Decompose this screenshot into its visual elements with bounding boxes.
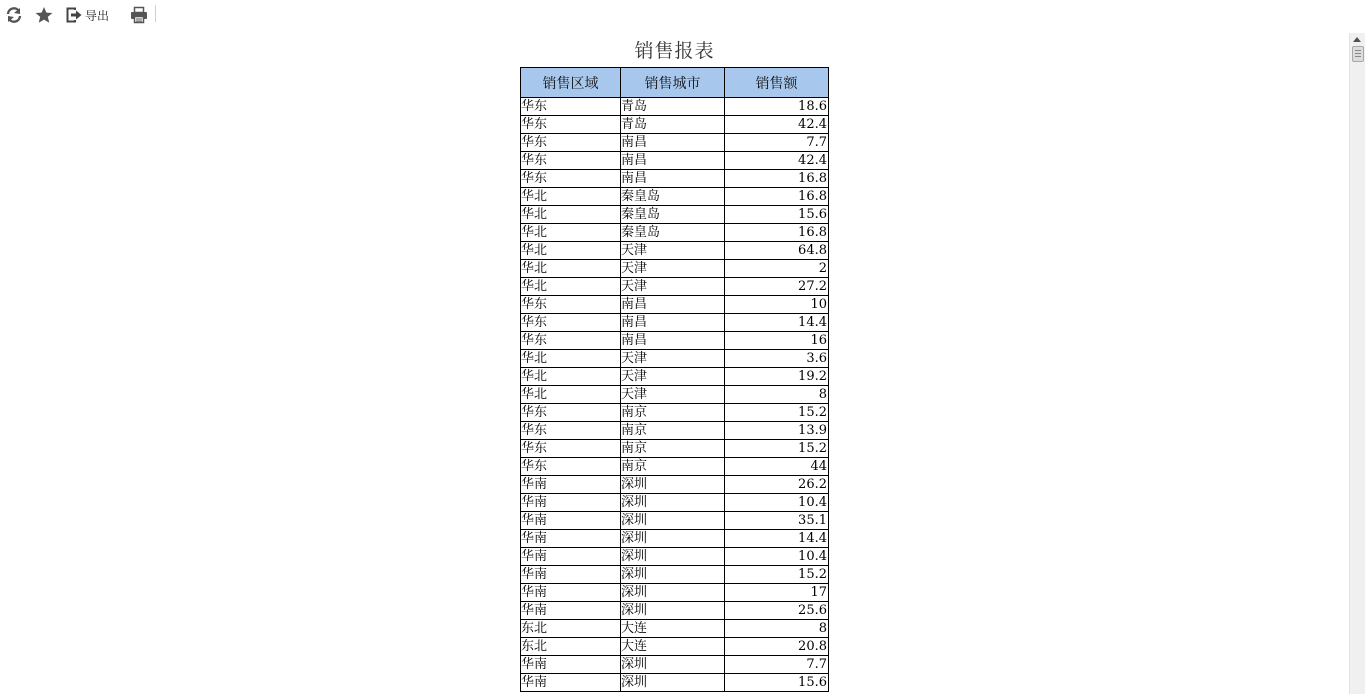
table-row	[521, 530, 829, 548]
cell-region: 华东	[521, 404, 621, 422]
table-row	[521, 422, 829, 440]
table-row	[521, 440, 829, 458]
cell-region: 华南	[521, 494, 621, 512]
table-row	[521, 584, 829, 602]
cell-region: 华东	[521, 458, 621, 476]
table-row	[521, 458, 829, 476]
cell-region: 华东	[521, 332, 621, 350]
cell-region: 华北	[521, 206, 621, 224]
cell-region: 华东	[521, 170, 621, 188]
table-row	[521, 134, 829, 152]
cell-city: 秦皇岛	[621, 224, 725, 242]
cell-region: 华北	[521, 188, 621, 206]
report-title: 销售报表	[634, 40, 715, 62]
table-row	[521, 548, 829, 566]
column-header-city: 销售城市	[621, 68, 725, 98]
cell-region: 华东	[521, 134, 621, 152]
cell-sales: 18.6	[725, 98, 829, 116]
table-row	[521, 296, 829, 314]
cell-sales: 10.4	[725, 548, 829, 566]
table-row	[521, 224, 829, 242]
cell-city: 大连	[621, 638, 725, 656]
table-row	[521, 242, 829, 260]
cell-sales: 8	[725, 620, 829, 638]
cell-city: 南昌	[621, 170, 725, 188]
column-header-sales: 销售额	[725, 68, 829, 98]
cell-sales: 7.7	[725, 134, 829, 152]
cell-region: 华东	[521, 98, 621, 116]
refresh-icon	[6, 7, 22, 23]
refresh-button[interactable]	[6, 4, 22, 26]
export-button[interactable]	[66, 4, 109, 26]
cell-sales: 15.6	[725, 206, 829, 224]
cell-region: 华北	[521, 368, 621, 386]
cell-region: 华东	[521, 440, 621, 458]
cell-city: 南昌	[621, 152, 725, 170]
cell-sales: 42.4	[725, 152, 829, 170]
toolbar	[0, 0, 170, 30]
scrollbar-thumb[interactable]	[1352, 46, 1364, 62]
table-row	[521, 638, 829, 656]
cell-region: 东北	[521, 620, 621, 638]
cell-sales: 42.4	[725, 116, 829, 134]
cell-sales: 19.2	[725, 368, 829, 386]
table-row	[521, 476, 829, 494]
cell-region: 华东	[521, 152, 621, 170]
table-row	[521, 494, 829, 512]
table-row	[521, 674, 829, 692]
cell-city: 深圳	[621, 548, 725, 566]
cell-city: 南昌	[621, 332, 725, 350]
cell-city: 深圳	[621, 512, 725, 530]
cell-sales: 16.8	[725, 170, 829, 188]
cell-city: 秦皇岛	[621, 206, 725, 224]
scroll-up-icon[interactable]	[1353, 37, 1361, 42]
cell-city: 天津	[621, 368, 725, 386]
cell-sales: 3.6	[725, 350, 829, 368]
cell-sales: 16	[725, 332, 829, 350]
cell-city: 大连	[621, 620, 725, 638]
cell-city: 深圳	[621, 494, 725, 512]
cell-region: 华东	[521, 296, 621, 314]
cell-sales: 15.2	[725, 440, 829, 458]
cell-region: 华北	[521, 224, 621, 242]
cell-sales: 26.2	[725, 476, 829, 494]
cell-city: 深圳	[621, 476, 725, 494]
print-button[interactable]	[130, 4, 148, 26]
cell-sales: 16.8	[725, 188, 829, 206]
toolbar-divider	[155, 5, 156, 22]
cell-region: 华南	[521, 584, 621, 602]
cell-region: 华南	[521, 566, 621, 584]
table-row	[521, 116, 829, 134]
cell-sales: 13.9	[725, 422, 829, 440]
print-icon	[130, 6, 148, 24]
cell-sales: 7.7	[725, 656, 829, 674]
report-table-container	[520, 67, 829, 692]
cell-city: 深圳	[621, 656, 725, 674]
table-row	[521, 350, 829, 368]
cell-city: 深圳	[621, 602, 725, 620]
column-header-region: 销售区域	[521, 68, 621, 98]
vertical-scrollbar[interactable]	[1349, 33, 1365, 694]
table-header-row	[521, 68, 829, 98]
cell-region: 华北	[521, 242, 621, 260]
cell-region: 华南	[521, 530, 621, 548]
cell-city: 天津	[621, 350, 725, 368]
cell-region: 华南	[521, 656, 621, 674]
cell-city: 南京	[621, 404, 725, 422]
table-row	[521, 386, 829, 404]
table-row	[521, 152, 829, 170]
cell-sales: 35.1	[725, 512, 829, 530]
table-row	[521, 98, 829, 116]
cell-city: 南京	[621, 422, 725, 440]
cell-region: 华北	[521, 278, 621, 296]
cell-region: 华南	[521, 674, 621, 692]
table-row	[521, 566, 829, 584]
cell-region: 华北	[521, 350, 621, 368]
cell-region: 华南	[521, 512, 621, 530]
cell-city: 天津	[621, 386, 725, 404]
cell-region: 华东	[521, 116, 621, 134]
cell-region: 华南	[521, 602, 621, 620]
sales-table	[520, 67, 829, 692]
table-row	[521, 206, 829, 224]
cell-city: 天津	[621, 260, 725, 278]
table-row	[521, 620, 829, 638]
cell-region: 东北	[521, 638, 621, 656]
cell-region: 华南	[521, 548, 621, 566]
cell-city: 天津	[621, 242, 725, 260]
cell-region: 华东	[521, 314, 621, 332]
cell-city: 南京	[621, 458, 725, 476]
cell-city: 深圳	[621, 674, 725, 692]
cell-city: 深圳	[621, 530, 725, 548]
cell-city: 深圳	[621, 566, 725, 584]
cell-region: 华东	[521, 422, 621, 440]
cell-sales: 10.4	[725, 494, 829, 512]
cell-sales: 20.8	[725, 638, 829, 656]
cell-sales: 15.2	[725, 404, 829, 422]
cell-city: 青岛	[621, 116, 725, 134]
table-row	[521, 602, 829, 620]
table-row	[521, 512, 829, 530]
table-row	[521, 170, 829, 188]
table-row	[521, 188, 829, 206]
cell-city: 南昌	[621, 314, 725, 332]
cell-sales: 44	[725, 458, 829, 476]
table-row	[521, 656, 829, 674]
cell-sales: 27.2	[725, 278, 829, 296]
cell-sales: 14.4	[725, 314, 829, 332]
cell-sales: 10	[725, 296, 829, 314]
export-icon	[66, 7, 82, 23]
cell-sales: 64.8	[725, 242, 829, 260]
cell-sales: 15.2	[725, 566, 829, 584]
table-row	[521, 314, 829, 332]
table-row	[521, 332, 829, 350]
cell-region: 华北	[521, 260, 621, 278]
cell-city: 南昌	[621, 296, 725, 314]
table-row	[521, 368, 829, 386]
cell-region: 华南	[521, 476, 621, 494]
cell-city: 青岛	[621, 98, 725, 116]
table-row	[521, 278, 829, 296]
cell-sales: 15.6	[725, 674, 829, 692]
cell-city: 南京	[621, 440, 725, 458]
star-icon	[35, 6, 53, 24]
cell-sales: 2	[725, 260, 829, 278]
cell-city: 秦皇岛	[621, 188, 725, 206]
cell-sales: 16.8	[725, 224, 829, 242]
cell-city: 南昌	[621, 134, 725, 152]
export-label: 导出	[85, 8, 110, 23]
cell-city: 深圳	[621, 584, 725, 602]
cell-sales: 25.6	[725, 602, 829, 620]
cell-city: 天津	[621, 278, 725, 296]
cell-sales: 8	[725, 386, 829, 404]
table-row	[521, 404, 829, 422]
cell-sales: 14.4	[725, 530, 829, 548]
favorite-button[interactable]	[35, 4, 53, 26]
cell-sales: 17	[725, 584, 829, 602]
cell-region: 华北	[521, 386, 621, 404]
table-row	[521, 260, 829, 278]
